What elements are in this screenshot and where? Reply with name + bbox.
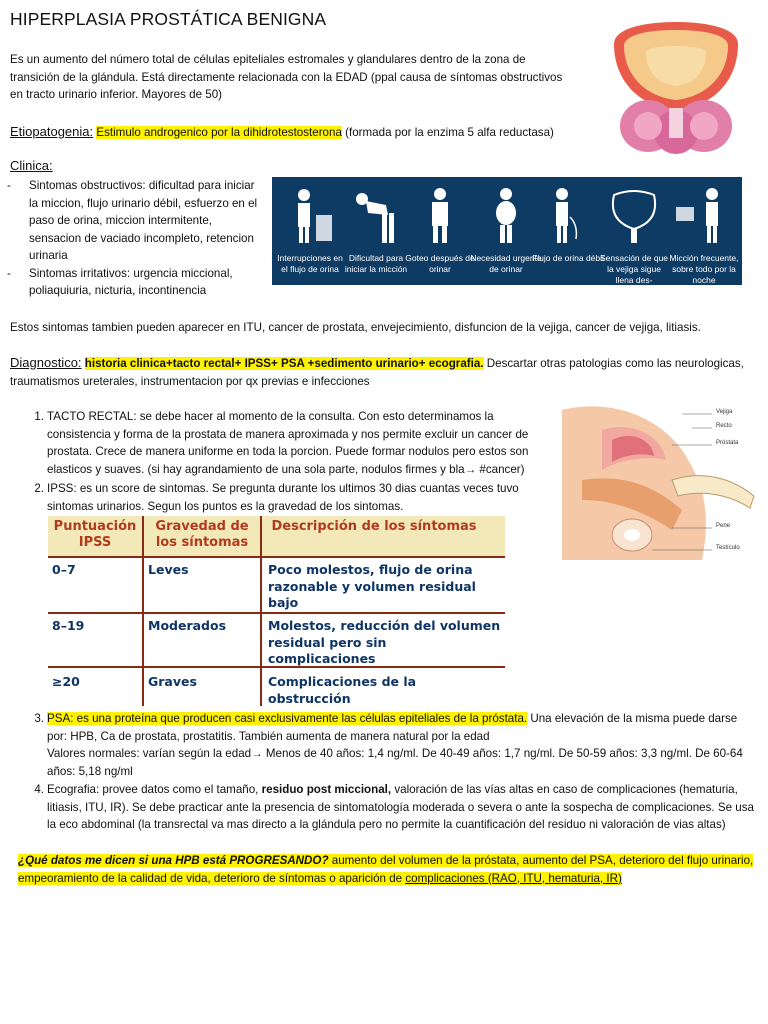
list-number: 3.: [34, 712, 44, 725]
item-psa: [10, 710, 760, 780]
list-line: Sintomas obstructivos: dificultad para iniciar: [29, 179, 255, 192]
list-line: sintomas urinarios. Segun los puntos es la gravedad de los sintomas.: [47, 499, 404, 513]
header-cell: Descripción de los síntomas: [271, 519, 477, 534]
also-paragraph: Estos sintomas tambien pueden aparecer en ITU, cancer de prostata, envejecimiento, disfuncion de la vejiga, cancer de vejiga, litiasis.: [10, 321, 701, 334]
psa-highlight: PSA: es una proteína que producen casi exclusivamente las células epiteliales de la próstata.: [47, 712, 528, 725]
list-line: Sintomas irritativos: urgencia miccional,: [29, 266, 233, 280]
diagnostico-paragraph: [10, 354, 760, 390]
table-cell: Graves: [148, 674, 197, 689]
anatomy-label: Pene: [716, 523, 731, 529]
header-cell: Puntuación IPSS: [53, 519, 137, 550]
banner-caption: Necesidad urgente de orinar: [470, 253, 542, 274]
list-line: IPSS: es un score de sintomas. Se pregunta durante los ultimos 30 dias cuantas veces tuvo: [47, 482, 519, 495]
question-paragraph: [18, 852, 763, 887]
intro-line: Es un aumento del número total de células epiteliales estromales y glandulares dentro de la zona de: [10, 53, 526, 66]
question-lead: HPB está PROGRESANDO?: [175, 854, 329, 867]
banner-caption: Dificultad para iniciar la micción: [344, 253, 408, 274]
table-cell: Leves: [148, 562, 189, 577]
list-line: TACTO RECTAL: se debe hacer al momento de la consulta. Con esto determinamos la: [47, 410, 494, 423]
table-cell: Complicaciones de la obstrucción: [268, 674, 417, 706]
etiopatogenia-label: Etiopatogenia:: [10, 124, 94, 139]
list-line: paso de orina, miccion intermitente,: [29, 214, 213, 227]
list-line: la eco abdominal (la transrectal va mas directo a la glándula pero no permite la cuantificación del residuo ni valoración de vias altas): [47, 818, 726, 831]
list-line: por: HPB, Ca de prostata, prostatitis. También aumenta de manera natural por la edad: [47, 729, 490, 743]
diagnostico-rest: Descartar otras patologias como las neurologicas,: [483, 357, 744, 370]
banner-caption: Interrupciones en el flujo de orina: [277, 253, 343, 274]
item-tacto-rectal: [10, 408, 550, 478]
question-answer: empeoramiento de la calidad de vida, deterioro de síntomas o aparición de: [18, 871, 406, 885]
item-ipss: [10, 480, 550, 515]
page-title: HIPERPLASIA PROSTÁTICA BENIGNA: [10, 9, 327, 29]
toilet-figure-icon: [280, 185, 340, 245]
eco-text: Ecografia: provee datos como el tamaño,: [47, 783, 262, 796]
list-line: años: 5,18 ng/ml: [47, 764, 133, 778]
bladder-icon: [604, 185, 664, 245]
anatomy-label: Recto: [716, 423, 732, 429]
etiopatogenia-rest: (formada por la enzima 5 alfa reductasa): [341, 126, 554, 139]
bent-figure-icon: [346, 185, 406, 245]
eco-bold: residuo post miccional,: [261, 783, 392, 796]
frequent-urination-icon: [672, 185, 732, 245]
list-item: - Sintomas obstructivos: dificultad para iniciar la miccion, flujo urinario débil, esfuerzo en el paso de orina, miccion intermitente, sensacion de vaciado incompleto, retencion urinaria: [10, 177, 265, 265]
diagnostico-label: Diagnostico:: [10, 355, 82, 370]
list-line: elasticos y suaves. (si hay agrandamiento de una sola parte, nodulos firmes y bla→ #cancer): [47, 462, 525, 476]
list-number: 4.: [34, 783, 44, 796]
banner-caption: Sensación de que la vejiga sigue llena des-: [599, 253, 669, 285]
clinica-heading: Clinica:: [10, 158, 53, 173]
list-line: urinaria: [29, 249, 68, 262]
list-line: poliaquiuria, nicturia, incontinencia: [29, 284, 207, 297]
banner-caption: Flujo de orina débil: [532, 253, 604, 263]
complicaciones-text: complicaciones (RAO, ITU, hematuria, IR): [405, 871, 622, 885]
list-number: 1.: [34, 410, 44, 423]
question-answer: aumento del volumen de la próstata, aumento del PSA, deterioro del flujo urinario,: [328, 854, 754, 867]
list-line: litiasis, ITU, IR). Se debe practicar ante la presencia de sintomatología moderada o severa o ante la sospecha de complicaciones. Se usa: [47, 800, 754, 814]
banner-caption: Micción frecuente, sobre todo por la noche: [669, 253, 739, 285]
table-cell: 8–19: [52, 618, 85, 633]
table-cell: ≥20: [52, 674, 80, 689]
table-cell: Moderados: [148, 618, 227, 633]
anatomy-label: Vejiga: [716, 409, 733, 415]
banner-caption: Goteo después de orinar: [405, 253, 475, 274]
diagnostico-highlight: historia clinica+tacto rectal+ IPSS+ PSA +sedimento urinario+ ecografia.: [84, 357, 484, 370]
anatomy-label: Próstata: [716, 440, 739, 446]
table-cell: Poco molestos, flujo de orina razonable y volumen residual bajo: [268, 562, 476, 610]
table-cell: Molestos, reducción del volumen residual pero sin complicaciones: [268, 618, 501, 666]
clinica-list: [7, 177, 265, 300]
diagnostico-line: traumatismos ureterales, instrumentacion por qx previas e infecciones: [10, 374, 370, 388]
list-line: la miccion, flujo urinario débil, esfuerzo en el: [29, 196, 258, 210]
prostate-illustration: [606, 22, 746, 154]
list-line: consistencia y forma de la prostata de manera aproximada y nos permite excluir un cancer de: [47, 427, 529, 441]
list-number: 2.: [34, 482, 44, 495]
eco-text: valoración de las vías altas en caso de complicaciones (hematuria,: [391, 783, 738, 796]
list-item: - Sintomas irritativos: urgencia miccional, poliaquiuria, nicturia, incontinencia: [10, 265, 265, 300]
intro-line: transición de la glándula. Está directamente relacionada con la EDAD (ppal causa de síntomas obstructivos: [10, 70, 563, 84]
table-cell: 0–7: [52, 562, 76, 577]
weak-flow-figure-icon: [538, 185, 598, 245]
etiopatogenia-line: [10, 123, 554, 141]
header-cell: Gravedad de los síntomas: [155, 519, 249, 550]
standing-figure-icon: [410, 185, 470, 245]
list-line: sensacion de vaciado incompleto, retencion: [29, 231, 254, 245]
etiopatogenia-highlight: Estimulo androgenico por la dihidrotestosterona: [96, 126, 342, 139]
list-line: Valores normales: varían según la edad→ Menos de 40 años: 1,4 ng/ml. De 40-49 años: 1,7 ng/ml. De 50-59 años: 3,3 ng/ml. De 60-64: [47, 747, 743, 760]
intro-paragraph: [10, 51, 580, 104]
question-lead: ¿Qué datos me dicen si una: [18, 854, 176, 867]
ipss-table: [48, 516, 505, 706]
symptoms-banner: [272, 177, 742, 285]
anatomy-label: Testículo: [716, 545, 740, 551]
psa-rest: Una elevación de la misma puede darse: [527, 712, 738, 725]
list-line: prostata. Crece de manera uniforme en toda la porcion. Puede formar nodulos pero estos son: [47, 445, 529, 458]
item-ecografia: [10, 781, 760, 834]
urgency-figure-icon: [476, 185, 536, 245]
intro-line: en tracto urinario inferior. Mayores de 50): [10, 88, 223, 101]
